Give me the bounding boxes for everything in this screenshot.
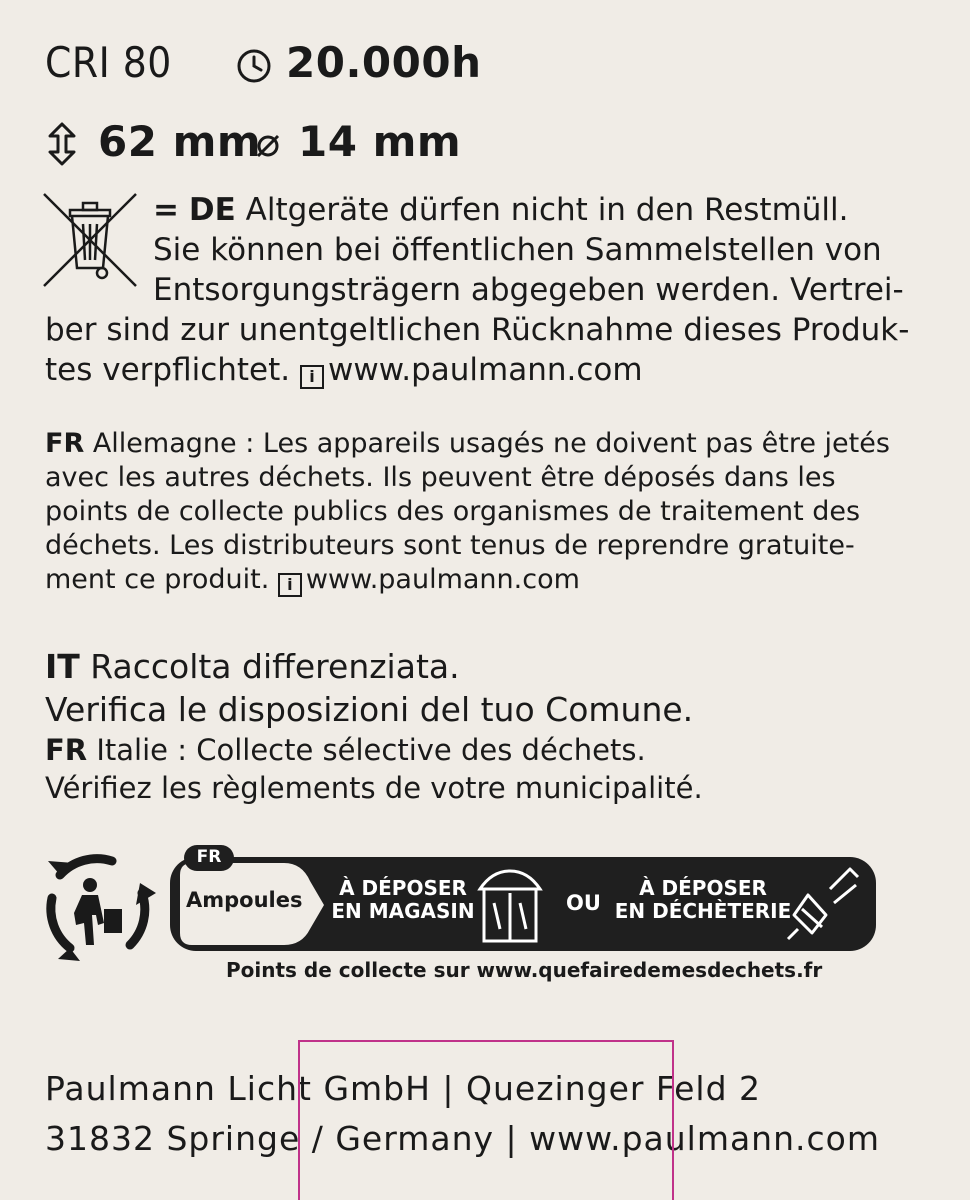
diameter-icon xyxy=(255,133,281,159)
de-line-2: Sie können bei öffentlichen Sammelstellen von xyxy=(153,232,882,268)
info-icon: i xyxy=(278,573,302,597)
option-dump-line-1: À DÉPOSER xyxy=(639,876,767,900)
option-store-line-1: À DÉPOSER xyxy=(339,876,467,900)
de-line-1: Altgeräte dürfen nicht in den Restmüll. xyxy=(245,192,849,228)
it-line-2: Verifica le disposizioni del tuo Comune. xyxy=(45,690,694,729)
option-store-line-2: EN MAGASIN xyxy=(331,899,475,923)
collect-note: Points de collecte sur www.quefairedemesdechets.fr xyxy=(226,958,823,982)
info-icon: i xyxy=(300,365,324,389)
lifetime-value: 20.000h xyxy=(286,38,482,87)
it-lang-label: IT xyxy=(45,647,80,686)
banner-option-dump xyxy=(614,877,792,923)
de-line-3: Entsorgungsträgern abgegeben werden. Vertrei- xyxy=(153,272,904,308)
de-url[interactable]: www.paulmann.com xyxy=(328,352,643,388)
de-line-5: tes verpflichtet. xyxy=(45,352,291,388)
footer-address-line: Paulmann Licht GmbH | Quezinger Feld 2 xyxy=(45,1069,762,1108)
triman-logo-icon xyxy=(40,853,162,963)
it-fr-lang-label: FR xyxy=(45,733,88,767)
fr-line-2: avec les autres déchets. Ils peuvent être déposés dans les xyxy=(45,462,836,493)
de-disposal-text xyxy=(45,190,930,390)
length-arrow-icon xyxy=(47,122,77,166)
it-disposal-text xyxy=(45,645,930,807)
fr-line-1: Allemagne : Les appareils usagés ne doivent pas être jetés xyxy=(92,428,890,459)
it-line-4: Vérifiez les règlements de votre municipalité. xyxy=(45,771,703,805)
banner-fr-tag: FR xyxy=(196,847,222,867)
de-line-4: ber sind zur unentgeltlichen Rücknahme dieses Produk- xyxy=(45,312,910,348)
fr-lang-label: FR xyxy=(45,428,85,459)
fr-disposal-text xyxy=(45,427,930,597)
diameter-value: 14 mm xyxy=(298,117,462,166)
guide-frame xyxy=(298,1040,674,1200)
it-line-1: Raccolta differenziata. xyxy=(90,647,460,686)
fr-url[interactable]: www.paulmann.com xyxy=(305,564,580,595)
footer-city-line: 31832 Springe / Germany | www.paulmann.com xyxy=(45,1119,880,1158)
it-line-3: Italie : Collecte sélective des déchets. xyxy=(96,733,646,767)
banner-or: OU xyxy=(566,891,601,915)
fr-line-3: points de collecte publics des organismes de traitement des xyxy=(45,496,861,527)
fr-line-5: ment ce produit. xyxy=(45,564,270,595)
equals-sign: = xyxy=(153,192,179,228)
cri-value: CRI 80 xyxy=(45,38,172,87)
de-lang-label: DE xyxy=(188,192,236,228)
banner-product: Ampoules xyxy=(186,888,303,912)
length-value: 62 mm xyxy=(98,117,262,166)
clock-icon xyxy=(236,48,272,84)
banner-option-store xyxy=(330,877,476,923)
fr-line-4: déchets. Les distributeurs sont tenus de reprendre gratuite- xyxy=(45,530,855,561)
option-dump-line-2: EN DÉCHÈTERIE xyxy=(614,899,792,923)
